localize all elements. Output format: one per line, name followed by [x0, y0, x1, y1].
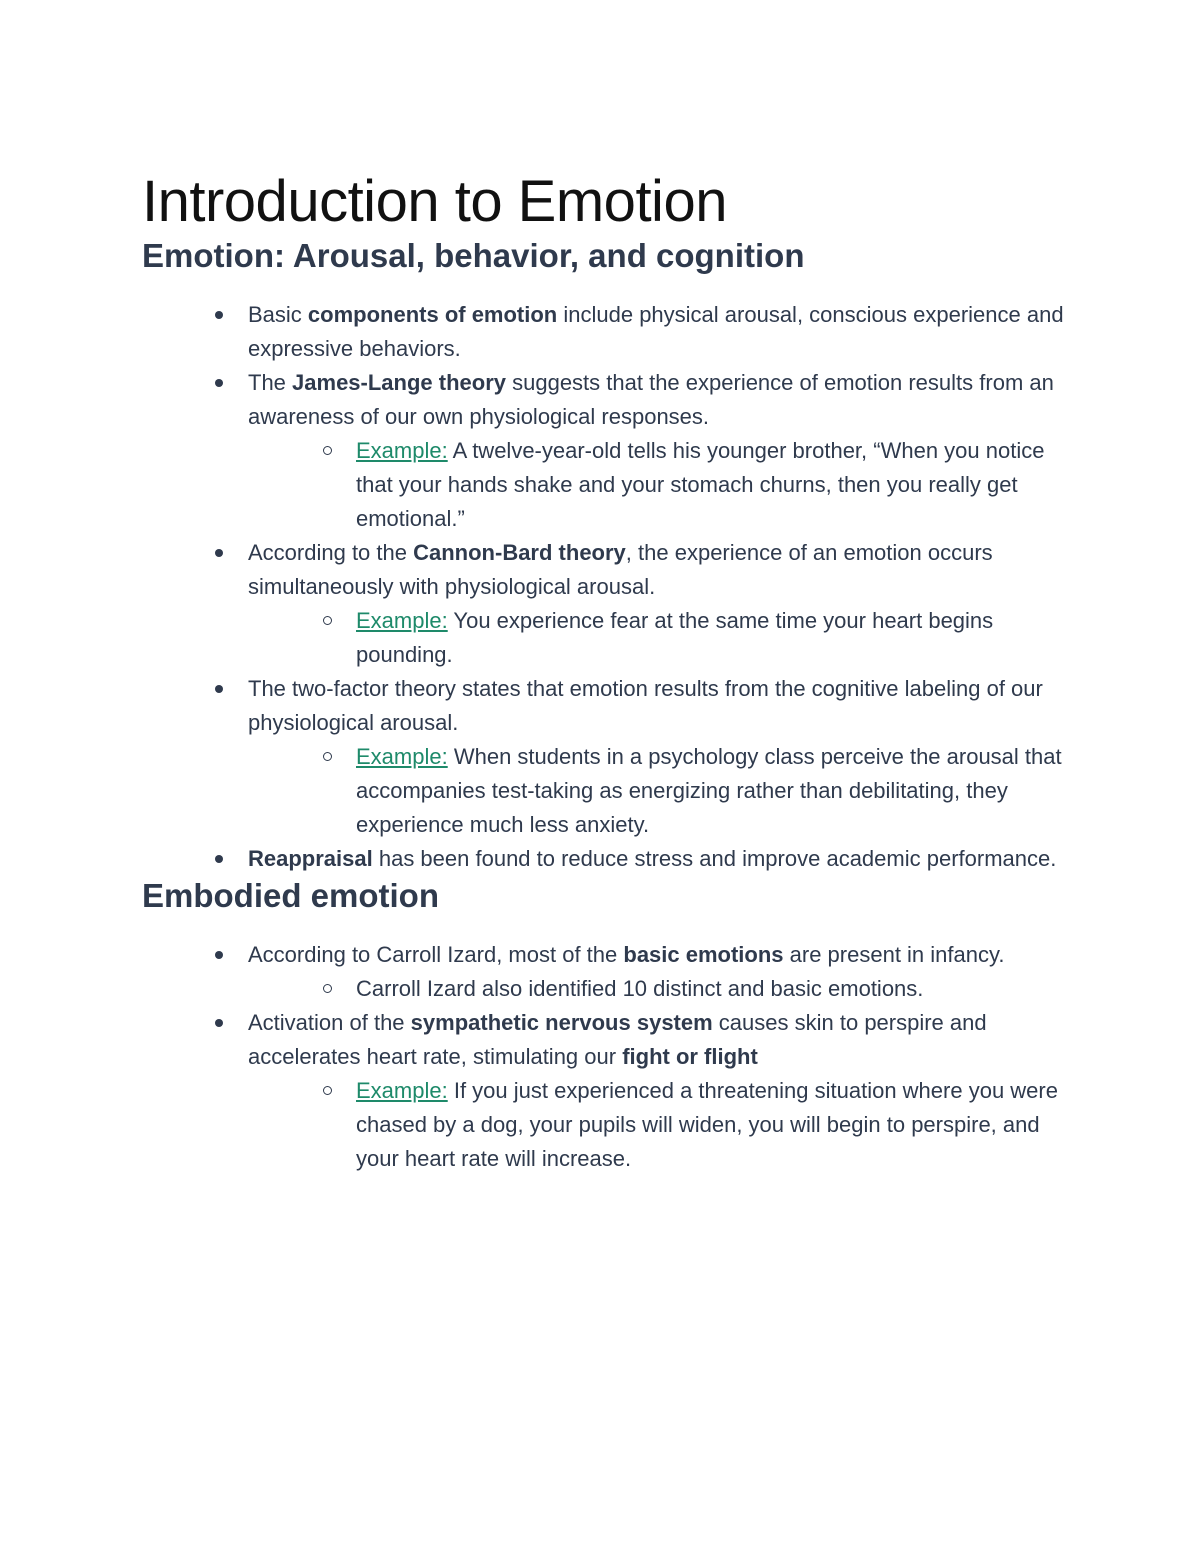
section-heading-arousal: Emotion: Arousal, behavior, and cognition — [142, 237, 805, 274]
key-term: components of emotion — [307, 302, 558, 327]
list-item: According to the Cannon-Bard theory, the experience of an emotion occurs simultaneously with physiological arousal. Example: You experience fear at the same time your heart begins pounding. — [142, 536, 1072, 672]
circle-bullet-icon — [323, 616, 332, 625]
key-term: Reappraisal — [248, 846, 373, 871]
bullet-icon — [215, 1019, 223, 1027]
bullet-list — [142, 938, 1072, 1176]
key-term: Cannon-Bard theory — [413, 540, 626, 565]
list-item: Basic components of emotion include physical arousal, conscious experience and expressive behaviors. — [142, 298, 1072, 366]
key-term: James-Lange theory — [292, 370, 506, 395]
sub-list-item: Example: A twelve-year-old tells his younger brother, “When you notice that your hands shake and your stomach churns, then you really get emotional.” — [356, 434, 1072, 536]
list-item: According to Carroll Izard, most of the basic emotions are present in infancy. Carroll Izard also identified 10 distinct and basic emotions. — [142, 938, 1072, 1006]
sub-list — [248, 604, 1072, 672]
bullet-icon — [215, 951, 223, 959]
sub-list-item: Example: If you just experienced a threatening situation where you were chased by a dog, your pupils will widen, you will begin to perspire, and your heart rate will increase. — [356, 1074, 1072, 1176]
bullet-icon — [215, 549, 223, 557]
circle-bullet-icon — [323, 984, 332, 993]
sub-list — [248, 972, 1072, 1006]
bullet-icon — [215, 855, 223, 863]
bullet-icon — [215, 311, 223, 319]
document-title: Introduction to Emotion — [142, 169, 727, 234]
bullet-icon — [215, 685, 223, 693]
list-item: The two-factor theory states that emotion results from the cognitive labeling of our physiological arousal. Example: When students in a psychology class perceive the arousal that accompanies test-taking as energizing rather than debilitating, they experience much less anxiety. — [142, 672, 1072, 842]
sub-list-item: Example: You experience fear at the same time your heart begins pounding. — [356, 604, 1072, 672]
example-link[interactable]: Example: — [356, 744, 448, 769]
list-item: Reappraisal has been found to reduce stress and improve academic performance. — [142, 842, 1072, 876]
list-item: The James-Lange theory suggests that the experience of emotion results from an awareness of our own physiological responses. Example: A twelve-year-old tells his younger brother, “When you notice that your hands shake and your stomach churns, then you really get emotional.” — [142, 366, 1072, 536]
list-item: Activation of the sympathetic nervous system causes skin to perspire and accelerates heart rate, stimulating our fight or flight Example: If you just experienced a threatening situation where you were chased by a dog, your pupils will widen, you will begin to perspire, and your heart rate will increase. — [142, 1006, 1072, 1176]
sub-list — [248, 740, 1072, 842]
bullet-list — [142, 298, 1072, 876]
key-term: basic emotions — [623, 942, 784, 967]
sub-list-item: Carroll Izard also identified 10 distinct and basic emotions. — [356, 972, 1072, 1006]
sub-list — [248, 1074, 1072, 1176]
circle-bullet-icon — [323, 1086, 332, 1095]
key-term: sympathetic nervous system — [410, 1010, 713, 1035]
key-term: fight or flight — [622, 1044, 758, 1069]
document-page — [142, 168, 1072, 1176]
example-link[interactable]: Example: — [356, 1078, 448, 1103]
sub-list — [248, 434, 1072, 536]
circle-bullet-icon — [323, 752, 332, 761]
example-link[interactable]: Example: — [356, 608, 448, 633]
example-link[interactable]: Example: — [356, 438, 448, 463]
circle-bullet-icon — [323, 446, 332, 455]
section-heading-embodied: Embodied emotion — [142, 877, 439, 914]
bullet-icon — [215, 379, 223, 387]
sub-list-item: Example: When students in a psychology class perceive the arousal that accompanies test-taking as energizing rather than debilitating, they experience much less anxiety. — [356, 740, 1072, 842]
